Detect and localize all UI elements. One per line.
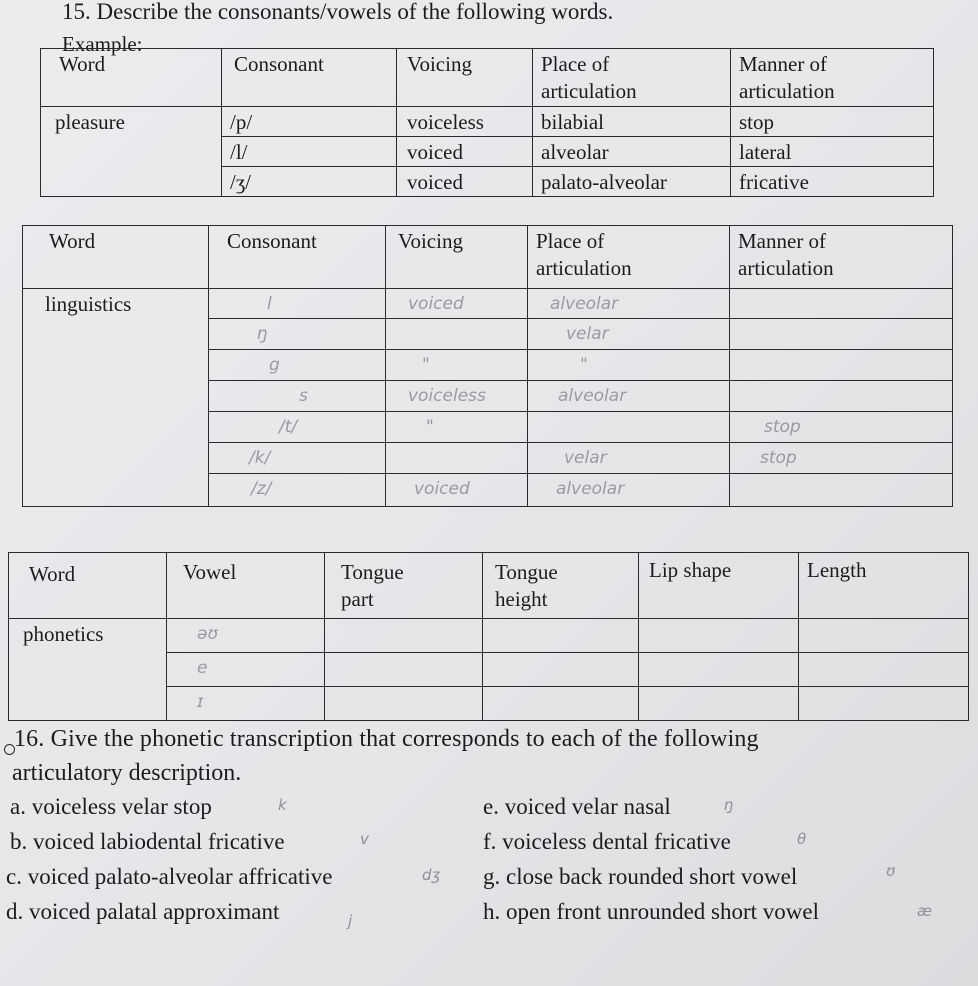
q16-item-d: d. voiced palatal approximant: [6, 899, 280, 924]
ex-voicing-1: voiceless: [397, 107, 533, 137]
ex-voicing-3: voiced: [397, 167, 533, 197]
q16-answer-a: k: [278, 796, 287, 814]
cons-manner-7: [730, 474, 953, 507]
vowel-vowel-1: əʊ: [167, 619, 325, 653]
cons-voicing-5: ": [386, 412, 528, 443]
q16-item-f: f. voiceless dental fricative: [483, 829, 731, 854]
cons-place-2: velar: [528, 319, 730, 350]
ex-voicing-2: voiced: [397, 137, 533, 167]
vowel-header-word: Word: [9, 553, 167, 619]
cons-consonant-6: /k/: [209, 443, 386, 474]
cons-place-7: alveolar: [528, 474, 730, 507]
cons-manner-4: [730, 381, 953, 412]
example-table: [40, 48, 934, 197]
cons-consonant-1: l: [209, 289, 386, 319]
cons-consonant-5: /t/: [209, 412, 386, 443]
cons-header-voicing: Voicing: [386, 226, 528, 289]
cons-manner-5: stop: [730, 412, 953, 443]
vowel-word: phonetics: [9, 619, 167, 721]
ex-header-manner: Manner of articulation: [731, 49, 934, 107]
question-16-title: 16. Give the phonetic transcription that corresponds to each of the following: [14, 726, 759, 752]
ex-consonant-3: /ʒ/: [222, 167, 397, 197]
ex-manner-2: lateral: [731, 137, 934, 167]
cons-header-word: Word: [23, 226, 209, 289]
ex-place-2: alveolar: [533, 137, 731, 167]
ex-word: pleasure: [41, 107, 222, 197]
cons-place-5: [528, 412, 730, 443]
question-15-title: 15. Describe the consonants/vowels of the following words.: [62, 0, 614, 24]
example-label: Example:: [62, 32, 143, 56]
q16-item-e: e. voiced velar nasal: [483, 794, 671, 819]
vowel-header-tongue-height: Tongue height: [483, 553, 639, 619]
q16-answer-b: v: [360, 830, 369, 848]
cons-voicing-3: ": [386, 350, 528, 381]
q16-item-a: a. voiceless velar stop: [10, 794, 212, 819]
cons-header-consonant: Consonant: [209, 226, 386, 289]
cons-manner-2: [730, 319, 953, 350]
question-16-title-line2: articulatory description.: [12, 760, 242, 786]
vowel-table: [8, 552, 969, 721]
cons-manner-6: stop: [730, 443, 953, 474]
cons-place-1: alveolar: [528, 289, 730, 319]
ex-manner-3: fricative: [731, 167, 934, 197]
cons-consonant-2: ŋ: [209, 319, 386, 350]
cons-header-place: Place of articulation: [528, 226, 730, 289]
ex-manner-1: stop: [731, 107, 934, 137]
consonant-table: [22, 225, 953, 507]
ex-header-place: Place of articulation: [533, 49, 731, 107]
vowel-header-length: Length: [799, 553, 969, 619]
vowel-header-lip-shape: Lip shape: [639, 553, 799, 619]
ex-place-3: palato-alveolar: [533, 167, 731, 197]
ex-consonant-2: /l/: [222, 137, 397, 167]
q16-answer-f: θ: [797, 830, 807, 848]
vowel-vowel-2: e: [167, 653, 325, 687]
ex-consonant-1: /p/: [222, 107, 397, 137]
cons-consonant-4: s: [209, 381, 386, 412]
cons-voicing-2: [386, 319, 528, 350]
ex-place-1: bilabial: [533, 107, 731, 137]
q16-answer-h: æ: [917, 902, 932, 920]
ex-header-voicing: Voicing: [397, 49, 533, 107]
q16-answer-d: j: [348, 912, 353, 930]
cons-manner-1: [730, 289, 953, 319]
ex-header-consonant: Consonant: [222, 49, 397, 107]
q16-item-c: c. voiced palato-alveolar affricative: [6, 864, 333, 889]
cons-place-6: velar: [528, 443, 730, 474]
cons-manner-3: [730, 350, 953, 381]
ex-header-word: Word: [41, 49, 222, 107]
q16-item-b: b. voiced labiodental fricative: [10, 829, 285, 854]
cons-voicing-7: voiced: [386, 474, 528, 507]
cons-voicing-1: voiced: [386, 289, 528, 319]
cons-place-3: ": [528, 350, 730, 381]
q16-answer-c: dʒ: [422, 866, 441, 884]
cons-place-4: alveolar: [528, 381, 730, 412]
q16-item-h: h. open front unrounded short vowel: [483, 899, 819, 924]
cons-header-manner: Manner of articulation: [730, 226, 953, 289]
cons-consonant-3: g: [209, 350, 386, 381]
q16-answer-g: ʊ: [886, 862, 896, 880]
cons-voicing-6: [386, 443, 528, 474]
cons-voicing-4: voiceless: [386, 381, 528, 412]
vowel-header-vowel: Vowel: [167, 553, 325, 619]
cons-word: linguistics: [23, 289, 209, 507]
cons-consonant-7: /z/: [209, 474, 386, 507]
vowel-vowel-3: ɪ: [167, 687, 325, 721]
q16-item-g: g. close back rounded short vowel: [483, 864, 798, 889]
vowel-header-tongue-part: Tongue part: [325, 553, 483, 619]
q16-answer-e: ŋ: [724, 796, 734, 814]
